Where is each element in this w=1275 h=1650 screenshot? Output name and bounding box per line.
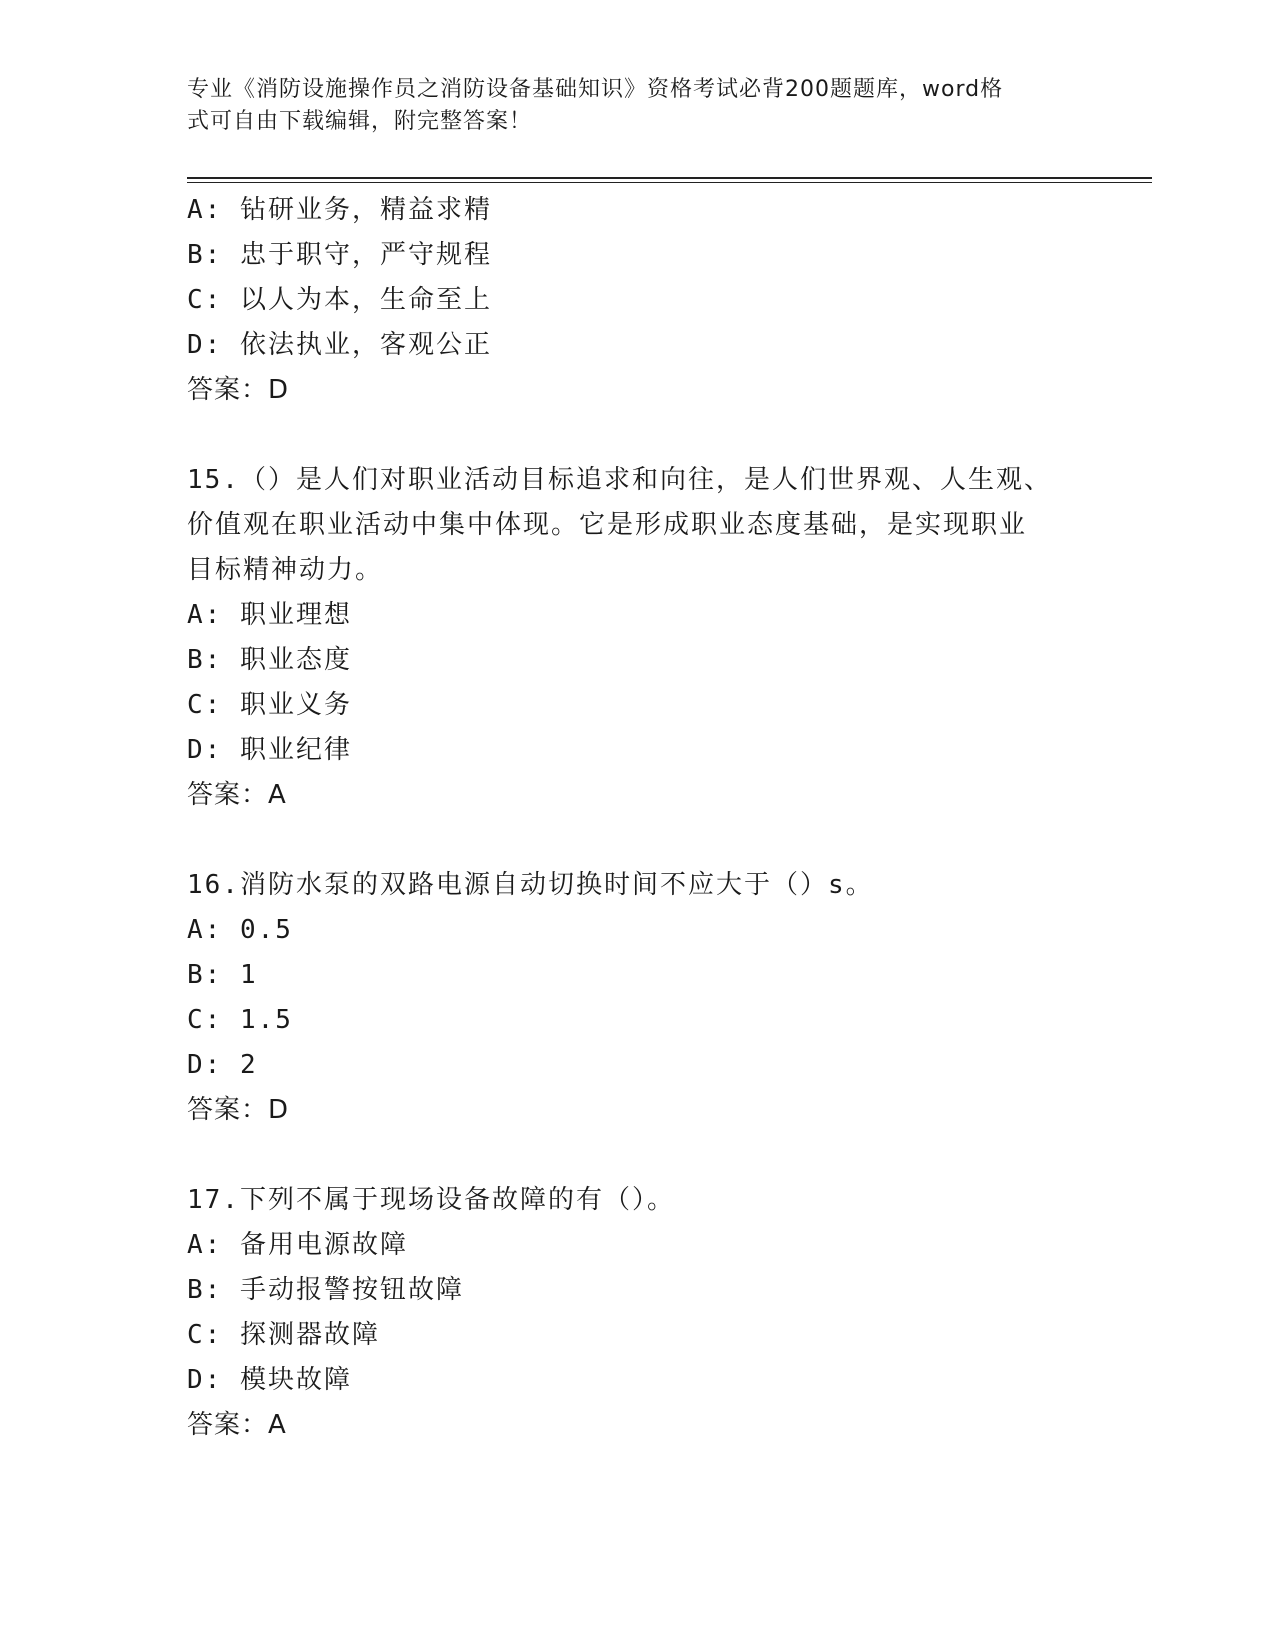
header-line-1: 专业《消防设施操作员之消防设备基础知识》资格考试必背200题题库，word格 (187, 77, 1004, 102)
header-divider-thin (187, 182, 1152, 183)
option-c: C: 探测器故障 (187, 1320, 380, 1350)
option-a: A: 钻研业务，精益求精 (187, 195, 492, 225)
spacer (187, 413, 1067, 458)
answer-line: 答案：D (187, 375, 290, 405)
option-c: C: 1.5 (187, 1005, 293, 1035)
option-c: C: 以人为本，生命至上 (187, 285, 492, 315)
option-a: A: 备用电源故障 (187, 1230, 408, 1260)
option-b: B: 忠于职守，严守规程 (187, 240, 492, 270)
answer-line: 答案：A (187, 1410, 287, 1440)
header-divider (187, 177, 1152, 179)
header-line-2: 式可自由下载编辑，附完整答案！ (187, 109, 533, 134)
question-14 (187, 188, 1067, 413)
question-stem: 目标精神动力。 (187, 555, 384, 585)
option-a: A: 职业理想 (187, 600, 352, 630)
option-d: D: 2 (187, 1050, 258, 1080)
option-b: B: 职业态度 (187, 645, 352, 675)
question-stem: 17.下列不属于现场设备故障的有（）。 (187, 1185, 675, 1215)
document-header (187, 74, 1067, 138)
option-d: D: 依法执业，客观公正 (187, 330, 492, 360)
spacer (187, 818, 1067, 863)
question-stem: 16.消防水泵的双路电源自动切换时间不应大于（）s。 (187, 870, 874, 900)
option-d: D: 职业纪律 (187, 735, 352, 765)
option-c: C: 职业义务 (187, 690, 352, 720)
question-stem: 15.（）是人们对职业活动目标追求和向往，是人们世界观、人生观、 (187, 465, 1052, 495)
question-stem: 价值观在职业活动中集中体现。它是形成职业态度基础，是实现职业 (187, 510, 1028, 540)
question-15 (187, 458, 1067, 818)
question-list (187, 188, 1067, 1448)
answer-line: 答案：A (187, 780, 287, 810)
option-d: D: 模块故障 (187, 1365, 352, 1395)
option-b: B: 手动报警按钮故障 (187, 1275, 464, 1305)
option-a: A: 0.5 (187, 915, 293, 945)
spacer (187, 1133, 1067, 1178)
answer-line: 答案：D (187, 1095, 290, 1125)
option-b: B: 1 (187, 960, 258, 990)
question-17 (187, 1178, 1067, 1448)
question-16 (187, 863, 1067, 1133)
